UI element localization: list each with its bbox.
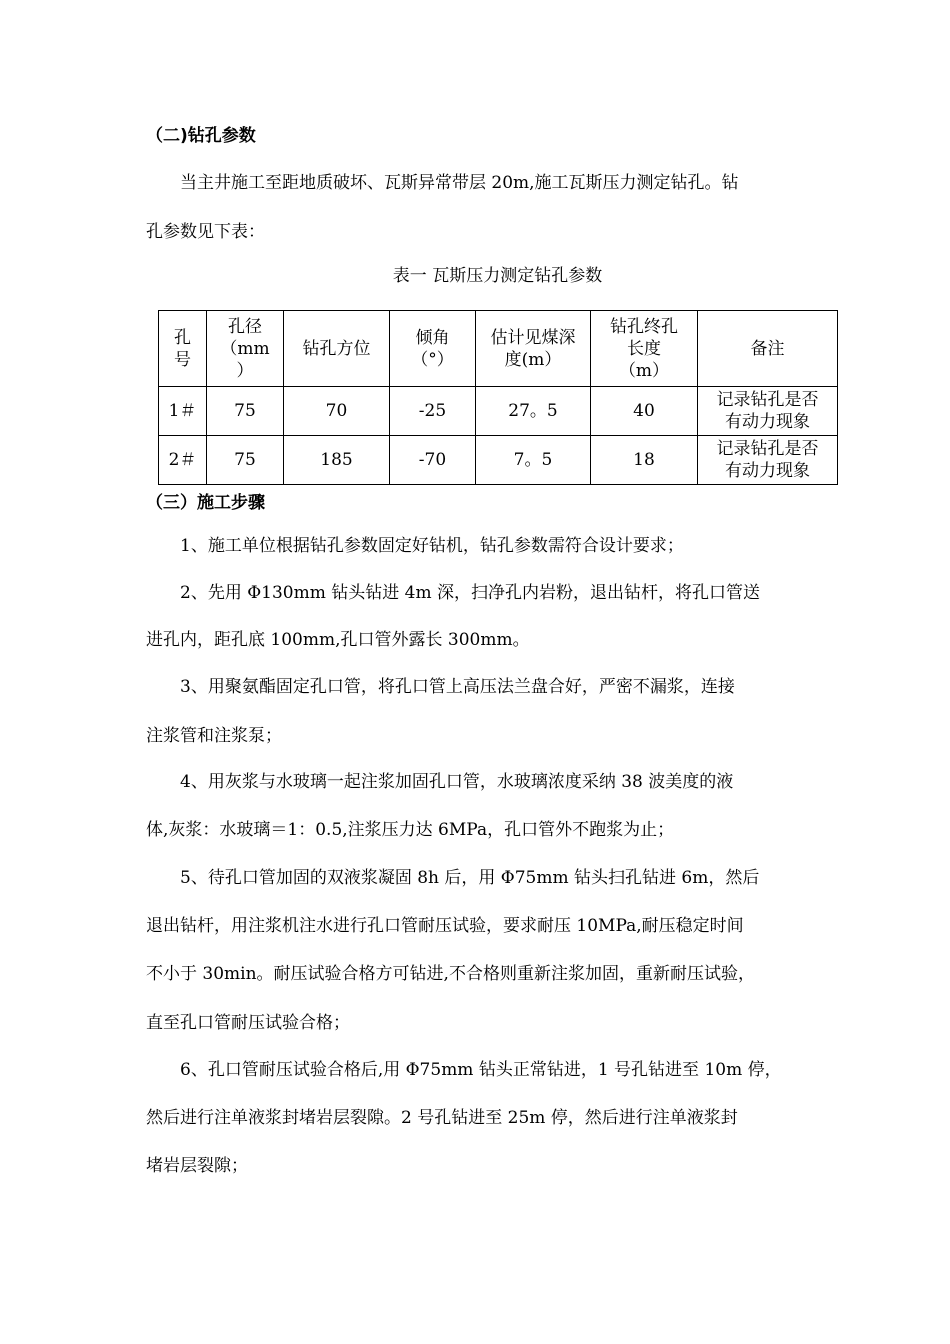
drilling-parameters-table [158,310,838,485]
cell-dip: -25 [390,387,476,436]
cell-hole-no: 1＃ [159,387,207,436]
header-diameter-line-1: 孔径 [228,316,262,337]
cell-diameter: 75 [207,436,284,485]
step-3-line-1: 3、用聚氨酯固定孔口管，将孔口管上高压法兰盘合好，严密不漏浆，连接 [180,677,735,697]
cell-final-length: 18 [591,436,698,485]
header-diameter-line-2: （mm [220,338,270,359]
section-heading-construction-steps: （三）施工步骤 [146,493,265,513]
header-diameter-line-3: ） [236,360,254,381]
header-final-length [591,311,698,387]
header-final-length-line-2: 长度 [627,338,661,359]
cell-remarks [698,387,838,436]
cell-remarks-line-2: 有动力现象 [725,412,810,432]
cell-azimuth: 70 [284,387,390,436]
cell-remarks-line-1: 记录钻孔是否 [716,439,819,459]
cell-dip: -70 [390,436,476,485]
header-coal-depth-line-2: 度(m） [504,349,562,370]
step-4-line-1: 4、用灰浆与水玻璃一起注浆加固孔口管，水玻璃浓度采纳 38 波美度的液 [180,772,734,792]
step-5-line-1: 5、待孔口管加固的双液浆凝固 8h 后，用 Φ75mm 钻头扫孔钻进 6m，然后 [180,868,760,888]
step-6-line-3: 堵岩层裂隙； [146,1156,248,1176]
header-final-length-line-3: （m） [618,360,670,381]
section-heading-drilling-parameters: （二)钻孔参数 [146,126,256,146]
step-2-line-1: 2、先用 Φ130mm 钻头钻进 4m 深，扫净孔内岩粉，退出钻杆，将孔口管送 [180,583,760,603]
step-4-line-2: 体,灰浆：水玻璃＝1：0.5,注浆压力达 6MPa，孔口管外不跑浆为止； [146,820,675,840]
header-hole-no-line-2: 号 [174,349,191,370]
header-remarks [698,311,838,387]
header-hole-no-line-1: 孔 [174,327,191,348]
cell-coal-depth: 27。5 [476,387,591,436]
cell-remarks [698,436,838,485]
step-2-line-2: 进孔内，距孔底 100mm,孔口管外露长 300mm。 [146,630,530,650]
header-azimuth [284,311,390,387]
table-header-row [159,311,838,387]
header-dip [390,311,476,387]
step-5-line-3: 不小于 30min。耐压试验合格方可钻进,不合格则重新注浆加固，重新耐压试验， [146,964,755,984]
intro-paragraph-line-2: 孔参数见下表： [146,222,265,242]
header-hole-no [159,311,207,387]
header-coal-depth [476,311,591,387]
header-remarks-line-1: 备注 [750,338,785,359]
cell-remarks-line-2: 有动力现象 [725,461,810,481]
header-dip-line-2: （°） [411,349,454,370]
step-1-line-1: 1、施工单位根据钻孔参数固定好钻机，钻孔参数需符合设计要求； [180,536,684,556]
cell-hole-no: 2＃ [159,436,207,485]
step-3-line-2: 注浆管和注浆泵； [146,726,282,746]
table-row [159,436,838,485]
cell-final-length: 40 [591,387,698,436]
step-6-line-1: 6、孔口管耐压试验合格后,用 Φ75mm 钻头正常钻进，1 号孔钻进至 10m 停， [180,1060,782,1080]
header-dip-line-1: 倾角 [415,327,450,348]
cell-coal-depth: 7。5 [476,436,591,485]
header-diameter [207,311,284,387]
cell-remarks-line-1: 记录钻孔是否 [716,390,819,410]
table-row [159,387,838,436]
step-6-line-2: 然后进行注单液浆封堵岩层裂隙。2 号孔钻进至 25m 停，然后进行注单液浆封 [146,1108,738,1128]
header-coal-depth-line-1: 估计见煤深 [490,327,576,348]
header-final-length-line-1: 钻孔终孔 [610,316,678,337]
step-5-line-2: 退出钻杆，用注浆机注水进行孔口管耐压试验，要求耐压 10MPa,耐压稳定时间 [146,916,744,936]
step-5-line-4: 直至孔口管耐压试验合格； [146,1013,350,1033]
header-azimuth-line-1: 钻孔方位 [302,338,371,359]
cell-diameter: 75 [207,387,284,436]
table-caption: 表一 瓦斯压力测定钻孔参数 [392,266,603,286]
cell-azimuth: 185 [284,436,390,485]
intro-paragraph-line-1: 当主井施工至距地质破坏、瓦斯异常带层 20m,施工瓦斯压力测定钻孔。钻 [180,173,739,193]
